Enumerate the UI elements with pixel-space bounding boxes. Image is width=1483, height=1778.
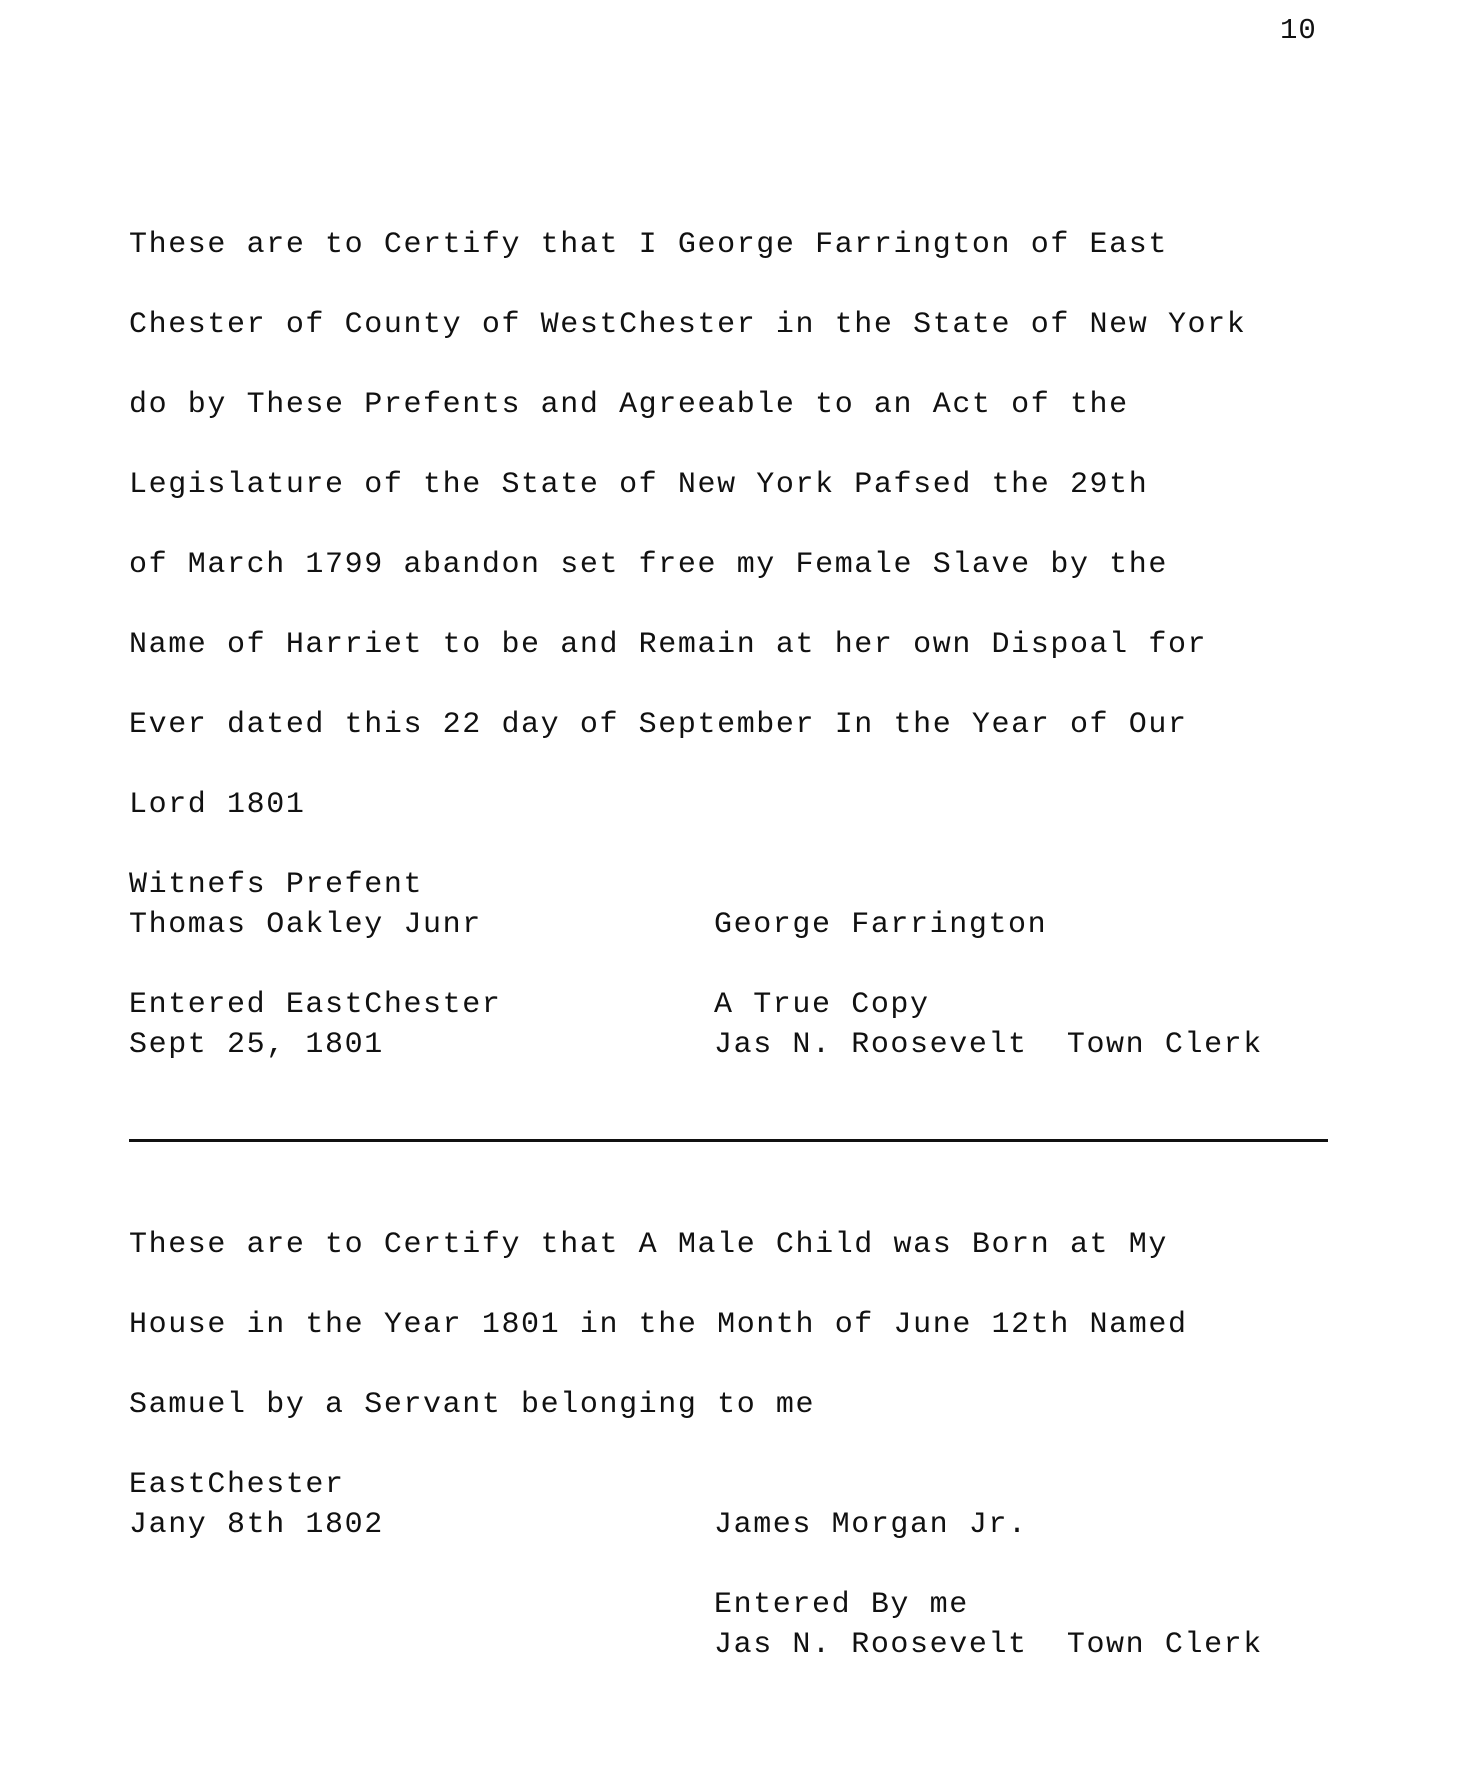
true-copy-label: A True Copy <box>714 988 930 1022</box>
body-line: Ever dated this 22 day of September In the Year of Our <box>129 708 1188 742</box>
entered-by-label: Entered By me <box>714 1588 969 1622</box>
witness-heading: Witnefs Prefent <box>129 868 424 902</box>
body-line: These are to Certify that A Male Child was Born at My <box>129 1228 1168 1262</box>
page-number: 10 <box>1280 14 1317 47</box>
body-line: Samuel by a Servant belonging to me <box>129 1388 816 1422</box>
record-date: Jany 8th 1802 <box>129 1508 384 1542</box>
signatory-name: George Farrington <box>714 908 1048 942</box>
town-clerk-line: Jas N. Roosevelt Town Clerk <box>714 1628 1263 1662</box>
body-line: of March 1799 abandon set free my Female Slave by the <box>129 548 1168 582</box>
body-line: Legislature of the State of New York Pafsed the 29th <box>129 468 1149 502</box>
body-line: Chester of County of WestChester in the State of New York <box>129 308 1247 342</box>
body-line: do by These Prefents and Agreeable to an Act of the <box>129 388 1129 422</box>
body-line: House in the Year 1801 in the Month of June 12th Named <box>129 1308 1188 1342</box>
body-line: Name of Harriet to be and Remain at her own Dispoal for <box>129 628 1208 662</box>
witness-name: Thomas Oakley Junr <box>129 908 482 942</box>
section-divider <box>129 1139 1328 1142</box>
body-line: Lord 1801 <box>129 788 306 822</box>
entered-place: Entered EastChester <box>129 988 502 1022</box>
signatory-name: James Morgan Jr. <box>714 1508 1028 1542</box>
town-clerk-line: Jas N. Roosevelt Town Clerk <box>714 1028 1263 1062</box>
entered-date: Sept 25, 1801 <box>129 1028 384 1062</box>
place-name: EastChester <box>129 1468 345 1502</box>
body-line: These are to Certify that I George Farrington of East <box>129 228 1168 262</box>
